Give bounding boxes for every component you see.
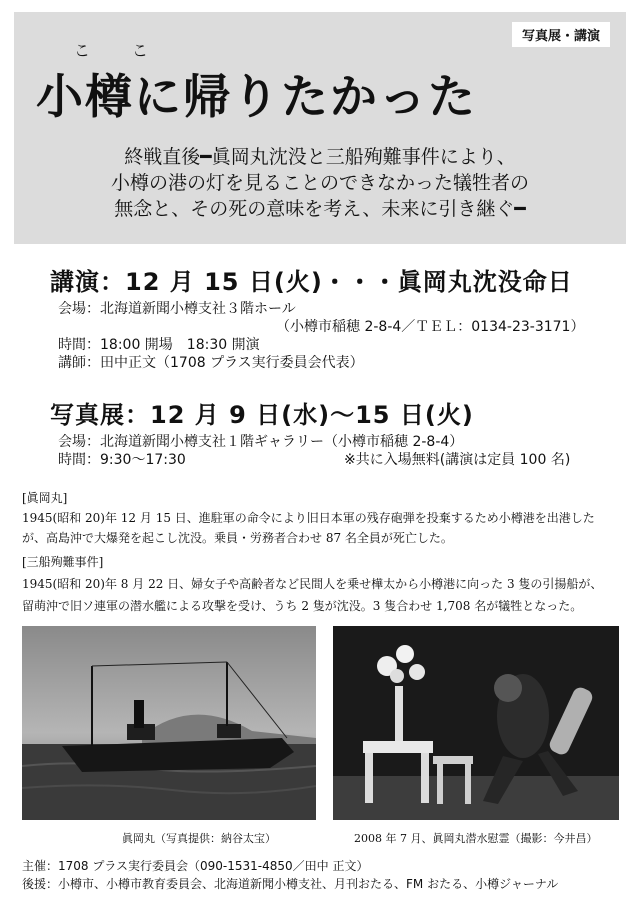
history-label-three-ships: [三船殉難事件] [22,555,104,569]
header-panel [14,12,626,244]
exhibition-time: 時間：9:30〜17:30 [58,452,186,468]
history-text-2a: 1945(昭和 20)年 8 月 22 日、婦女子や高齢者など民間人を乗せ樺太から小樽港に向った 3 隻の引揚船が、 [22,577,603,591]
lead-line-2: 小樽の港の灯を見ることのできなかった犠牲者の [110,172,529,194]
supporters-line: 後援：小樽市、小樽市教育委員会、北海道新聞小樽支社、月刊おたる、FM おたる、小樽ジャーナル [22,877,559,891]
organizer-line: 主催：1708 プラス実行委員会（090-1531-4850／田中 正文） [22,859,369,873]
admission-note: ※共に入場無料(講演は定員 100 名) [344,452,571,468]
lead-line-1: 終戦直後━眞岡丸沈没と三船殉難事件により、 [124,146,516,168]
title-ruby-1: こ [74,41,91,60]
title-ruby-2: こ [132,41,149,60]
page-title: 小樽に帰りたかった [36,70,477,125]
memorial-photo-caption: 2008 年 7 月、眞岡丸潜水慰霊（撮影：今井昌） [354,832,598,845]
lecture-venue: 会場：北海道新聞小樽支社３階ホール [58,301,296,317]
exhibition-heading: 写真展：12 月 9 日(水)〜15 日(火) [50,401,474,429]
ship-photo [22,626,316,820]
history-text-1a: 1945(昭和 20)年 12 月 15 日、進駐軍の命令により旧日本軍の残存砲弾を投棄するため小樽港を出港した [22,511,595,525]
history-label-shinkomaru: [眞岡丸] [22,491,68,505]
history-text-1b: が、高島沖で大爆発を起こし沈没。乗員・労務者合わせ 87 名全員が死亡した。 [22,531,453,545]
lecture-speaker: 講師：田中正文（1708 プラス実行委員会代表） [58,355,364,371]
memorial-dive-photo [333,626,619,820]
lecture-time: 時間：18:00 開場 18:30 開演 [58,337,260,353]
history-text-2b: 留萌沖で旧ソ連軍の潜水艦による攻撃を受け、うち 2 隻が沈没。3 隻合わせ 1,708 名が犠牲となった。 [22,599,583,613]
lead-text [14,144,626,222]
ship-photo-caption: 眞岡丸（写真提供：納谷太宝） [122,832,276,845]
lead-line-3: 無念と、その死の意味を考え、未来に引き継ぐ━ [114,198,526,220]
lecture-address: （小樽市稲穂 2-8-4／ＴＥＬ：0134-23-3171） [276,319,585,335]
event-type-tag: 写真展・講演 [512,22,610,47]
exhibition-venue: 会場：北海道新聞小樽支社１階ギャラリー（小樽市稲穂 2-8-4） [58,434,464,450]
lecture-heading: 講演：12 月 15 日(火)・・・眞岡丸沈没命日 [50,268,573,296]
